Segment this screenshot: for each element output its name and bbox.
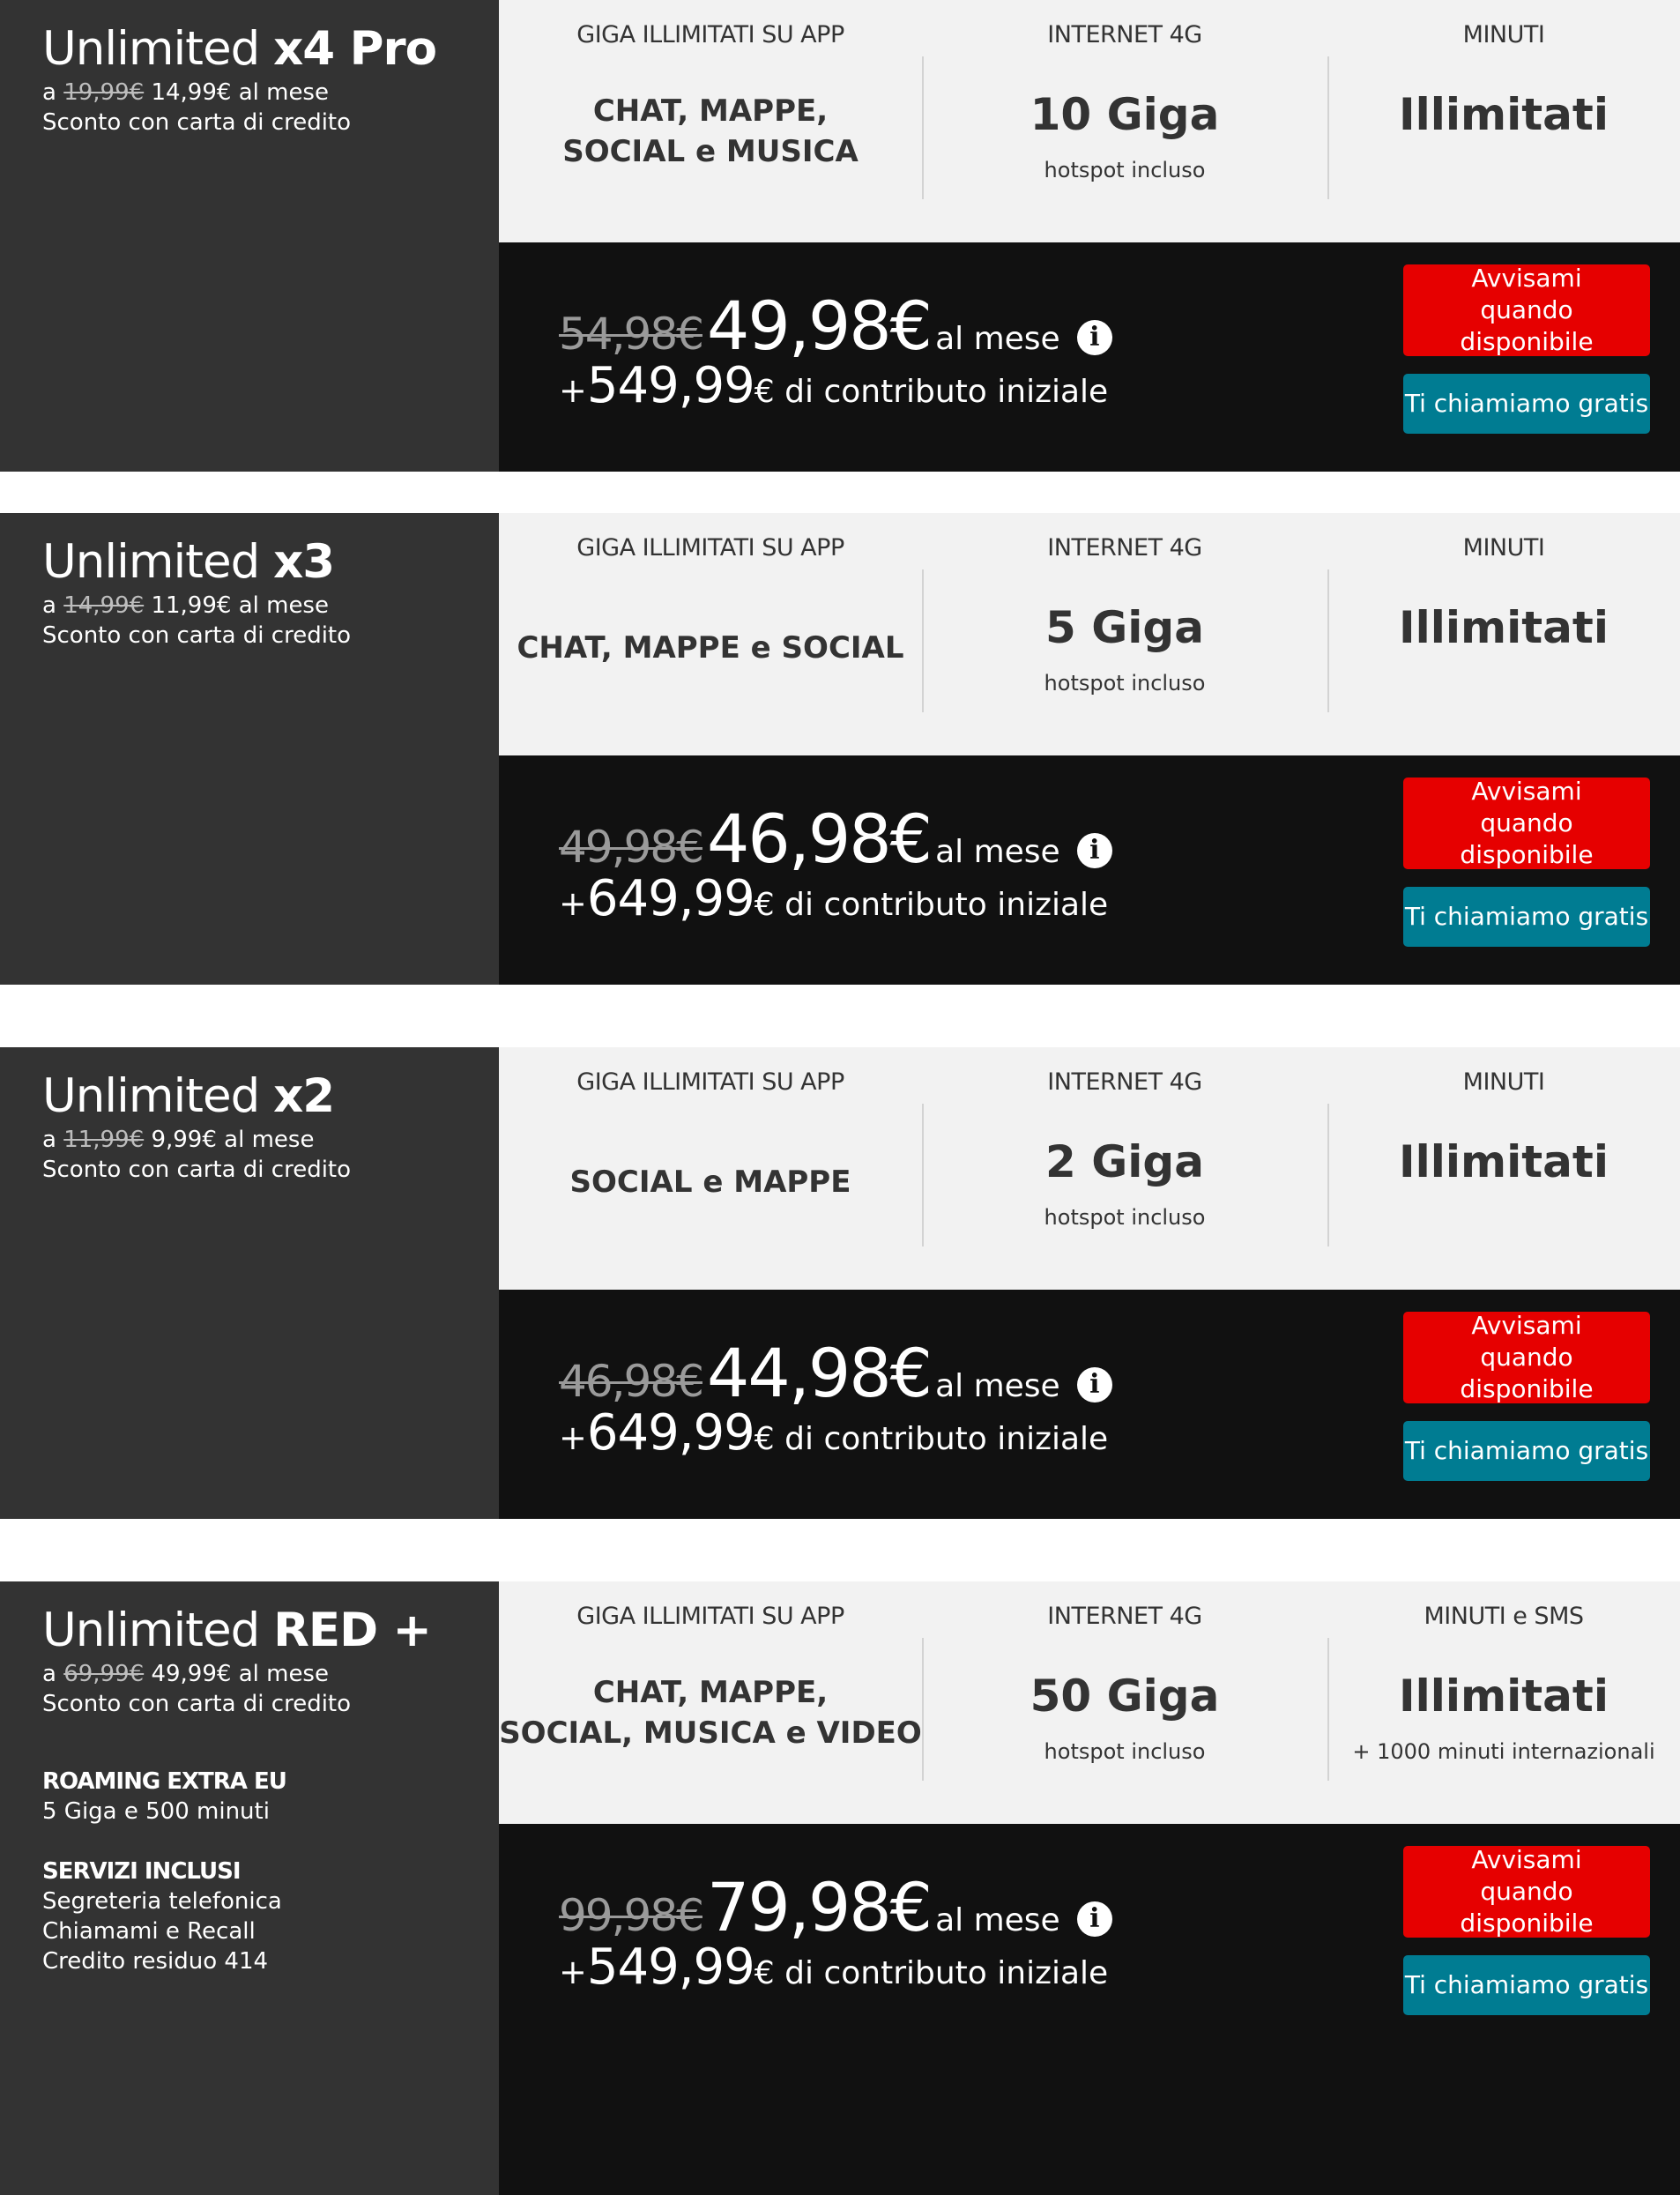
feature-value-line: CHAT, MAPPE e SOCIAL: [517, 630, 904, 666]
price-period: al mese: [935, 1368, 1060, 1404]
initial-contribution: [559, 870, 1108, 927]
promo-new-price: 9,99€ al mese: [151, 1127, 315, 1153]
plan-summary: [0, 0, 499, 472]
feature-note: hotspot incluso: [1044, 671, 1206, 696]
plan-features: [499, 0, 1680, 242]
feature-label: INTERNET 4G: [1047, 21, 1202, 48]
feature-value-line: CHAT, MAPPE,: [592, 93, 829, 129]
price-line: [559, 286, 1112, 366]
feature-label: GIGA ILLIMITATI SU APP: [576, 21, 844, 48]
plan-card-x2: [0, 1047, 1680, 1519]
promo-note: Sconto con carta di credito: [42, 1157, 352, 1183]
feature-label: INTERNET 4G: [1047, 1603, 1202, 1630]
promo-prefix: a: [42, 1127, 56, 1153]
info-icon[interactable]: i: [1077, 1901, 1112, 1937]
feature-minutes: [1327, 0, 1680, 242]
notify-button-label: Avvisami quando disponibile: [1460, 1311, 1594, 1403]
call-me-free-button[interactable]: Ti chiamiamo gratis: [1403, 374, 1650, 434]
old-price: 99,98€: [559, 1890, 702, 1941]
info-icon[interactable]: i: [1077, 320, 1112, 355]
plan-card-x4-pro: [0, 0, 1680, 472]
feature-label: MINUTI: [1462, 534, 1545, 562]
promo-prefix: a: [42, 1661, 56, 1687]
feature-note: hotspot incluso: [1044, 1739, 1206, 1764]
included-services: [42, 1856, 282, 1976]
feature-value: Illimitati: [1399, 89, 1609, 140]
contribution-text: € di contributo iniziale: [754, 1421, 1109, 1457]
old-price: 54,98€: [559, 309, 702, 360]
service-item: Segreteria telefonica: [42, 1888, 282, 1915]
plan-name-bold: x4 Pro: [273, 22, 436, 76]
feature-label: GIGA ILLIMITATI SU APP: [576, 534, 844, 562]
service-item: Chiamami e Recall: [42, 1918, 256, 1945]
feature-value: Illimitati: [1399, 602, 1609, 653]
contribution-amount: 649,99: [586, 1404, 755, 1462]
feature-minutes: [1327, 513, 1680, 755]
plan-name: [42, 1601, 431, 1661]
plan-name-regular: Unlimited: [42, 1603, 260, 1657]
price-line: [559, 1868, 1112, 1947]
promo-new-price: 14,99€ al mese: [151, 79, 329, 106]
contribution-text: € di contributo iniziale: [754, 887, 1109, 923]
promo-old-price: 69,99€: [63, 1661, 145, 1687]
plan-summary: [0, 513, 499, 985]
plan-card-red-plus: [0, 1581, 1680, 2195]
promo-note: Sconto con carta di credito: [42, 109, 352, 136]
feature-internet: [922, 1047, 1327, 1290]
feature-label: GIGA ILLIMITATI SU APP: [576, 1603, 844, 1630]
current-price: 49,98€: [707, 286, 931, 365]
initial-contribution: [559, 1404, 1108, 1462]
plan-summary: [0, 1047, 499, 1519]
promo-new-price: 49,99€ al mese: [151, 1661, 329, 1687]
price-line: [559, 1334, 1112, 1413]
price-bar: [499, 242, 1680, 472]
plan-features: [499, 513, 1680, 755]
contribution-plus: +: [559, 884, 587, 923]
feature-value-line: CHAT, MAPPE,: [592, 1675, 829, 1710]
plan-name: [42, 1067, 334, 1127]
promo-old-price: 14,99€: [63, 592, 145, 619]
notify-when-available-button[interactable]: [1403, 1312, 1650, 1403]
feature-label: INTERNET 4G: [1047, 534, 1202, 562]
feature-value-line: SOCIAL, MUSICA e VIDEO: [499, 1715, 922, 1751]
contribution-amount: 549,99: [586, 357, 755, 414]
call-me-free-button[interactable]: Ti chiamiamo gratis: [1403, 887, 1650, 947]
notify-when-available-button[interactable]: [1403, 264, 1650, 356]
roaming-title: ROAMING EXTRA EU: [42, 1768, 286, 1795]
info-icon[interactable]: i: [1077, 833, 1112, 868]
plan-features: [499, 1581, 1680, 1824]
plan-card-x3: [0, 513, 1680, 985]
feature-value: Illimitati: [1399, 1670, 1609, 1722]
plan-name-regular: Unlimited: [42, 22, 260, 76]
price-period: al mese: [935, 1902, 1060, 1938]
old-price: 49,98€: [559, 822, 702, 873]
plan-summary: [0, 1581, 499, 2195]
promo-info: [42, 1659, 351, 1719]
contribution-text: € di contributo iniziale: [754, 374, 1109, 410]
promo-prefix: a: [42, 79, 56, 106]
feature-value-line: SOCIAL e MUSICA: [562, 134, 859, 169]
price-bar: [499, 1824, 1680, 2195]
feature-value: [499, 91, 922, 172]
promo-prefix: a: [42, 592, 56, 619]
current-price: 46,98€: [707, 800, 931, 878]
promo-note: Sconto con carta di credito: [42, 1691, 352, 1717]
feature-value: Illimitati: [1399, 1136, 1609, 1187]
notify-button-label: Avvisami quando disponibile: [1460, 777, 1594, 869]
feature-label: MINUTI: [1462, 21, 1545, 48]
feature-note: hotspot incluso: [1044, 1205, 1206, 1230]
price-line: [559, 800, 1112, 879]
promo-info: [42, 78, 351, 138]
notify-when-available-button[interactable]: [1403, 1846, 1650, 1938]
feature-internet: [922, 1581, 1327, 1824]
notify-when-available-button[interactable]: [1403, 778, 1650, 869]
promo-old-price: 11,99€: [63, 1127, 145, 1153]
price-period: al mese: [935, 834, 1060, 870]
feature-value: [499, 1672, 922, 1753]
feature-note: hotspot incluso: [1044, 158, 1206, 182]
feature-value: 50 Giga: [1030, 1670, 1220, 1722]
contribution-plus: +: [559, 1418, 587, 1457]
old-price: 46,98€: [559, 1356, 702, 1407]
feature-internet: [922, 0, 1327, 242]
services-title: SERVIZI INCLUSI: [42, 1858, 241, 1885]
feature-label: MINUTI e SMS: [1424, 1603, 1584, 1630]
contribution-amount: 649,99: [586, 870, 755, 927]
promo-info: [42, 1125, 351, 1185]
feature-minutes-sms: [1327, 1581, 1680, 1824]
plan-name-regular: Unlimited: [42, 535, 260, 589]
feature-value: [499, 1162, 922, 1202]
plan-name: [42, 19, 436, 79]
service-item: Credito residuo 414: [42, 1948, 269, 1975]
feature-value: 10 Giga: [1030, 89, 1220, 140]
notify-button-label: Avvisami quando disponibile: [1460, 1845, 1594, 1938]
feature-label: MINUTI: [1462, 1068, 1545, 1096]
info-icon[interactable]: i: [1077, 1367, 1112, 1403]
current-price: 44,98€: [707, 1334, 931, 1412]
contribution-plus: +: [559, 1953, 587, 1991]
promo-old-price: 19,99€: [63, 79, 145, 106]
plan-name-bold: RED +: [273, 1603, 431, 1657]
call-me-free-button[interactable]: Ti chiamiamo gratis: [1403, 1421, 1650, 1481]
feature-internet: [922, 513, 1327, 755]
feature-app-giga: [499, 0, 922, 242]
plan-name: [42, 532, 334, 592]
plan-name-bold: x2: [273, 1069, 335, 1123]
plan-name-regular: Unlimited: [42, 1069, 260, 1123]
feature-value: 2 Giga: [1045, 1136, 1204, 1187]
feature-label: GIGA ILLIMITATI SU APP: [576, 1068, 844, 1096]
promo-note: Sconto con carta di credito: [42, 622, 352, 649]
initial-contribution: [559, 1938, 1108, 1996]
feature-label: INTERNET 4G: [1047, 1068, 1202, 1096]
feature-value: [499, 628, 922, 668]
feature-value: 5 Giga: [1045, 602, 1204, 653]
plan-name-bold: x3: [273, 535, 335, 589]
roaming-info: [42, 1767, 286, 1827]
feature-app-giga: [499, 513, 922, 755]
feature-minutes: [1327, 1047, 1680, 1290]
promo-info: [42, 591, 351, 651]
current-price: 79,98€: [707, 1868, 931, 1946]
price-bar: [499, 755, 1680, 985]
call-me-free-button[interactable]: Ti chiamiamo gratis: [1403, 1955, 1650, 2015]
contribution-amount: 549,99: [586, 1938, 755, 1996]
initial-contribution: [559, 357, 1108, 414]
promo-new-price: 11,99€ al mese: [151, 592, 329, 619]
roaming-text: 5 Giga e 500 minuti: [42, 1798, 270, 1825]
price-bar: [499, 1290, 1680, 1519]
plan-features: [499, 1047, 1680, 1290]
contribution-text: € di contributo iniziale: [754, 1955, 1109, 1991]
feature-app-giga: [499, 1047, 922, 1290]
notify-button-label: Avvisami quando disponibile: [1460, 264, 1594, 356]
contribution-plus: +: [559, 371, 587, 410]
price-period: al mese: [935, 321, 1060, 357]
feature-value-line: SOCIAL e MAPPE: [569, 1164, 851, 1200]
feature-app-giga: [499, 1581, 922, 1824]
feature-note: + 1000 minuti internazionali: [1352, 1739, 1655, 1764]
